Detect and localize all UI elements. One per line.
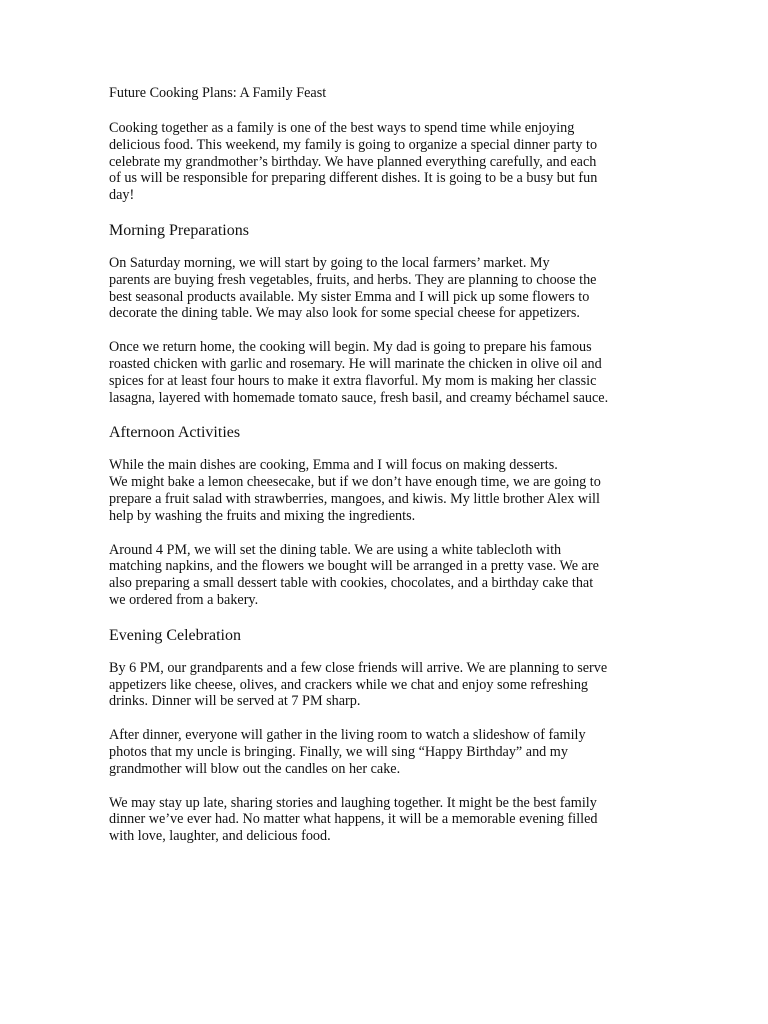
text-line: help by washing the fruits and mixing the ingredients. — [109, 507, 416, 524]
paragraph — [109, 795, 669, 845]
text-line: we ordered from a bakery. — [109, 591, 259, 608]
text-line: parents are buying fresh vegetables, fruits, and herbs. They are planning to choose the — [109, 271, 597, 288]
text-line: dinner we’ve ever had. No matter what happens, it will be a memorable evening filled — [109, 811, 598, 828]
paragraph — [109, 542, 669, 609]
section-heading-morning: Morning Preparations — [109, 221, 249, 239]
text-line: drinks. Dinner will be served at 7 PM sharp. — [109, 693, 361, 710]
text-line: After dinner, everyone will gather in the living room to watch a slideshow of family — [109, 727, 586, 744]
text-line: with love, laughter, and delicious food. — [109, 828, 331, 845]
text-line: Cooking together as a family is one of the best ways to spend time while enjoying — [109, 120, 575, 136]
paragraph — [109, 255, 669, 322]
text-line: Once we return home, the cooking will begin. My dad is going to prepare his famous — [109, 339, 592, 356]
paragraph — [109, 457, 669, 524]
text-line: celebrate my grandmother’s birthday. We have planned everything carefully, and each — [109, 153, 597, 170]
text-line: roasted chicken with garlic and rosemary. He will marinate the chicken in olive oil and — [109, 355, 602, 372]
text-line: We may stay up late, sharing stories and laughing together. It might be the best family — [109, 794, 597, 811]
text-line: appetizers like cheese, olives, and crackers while we chat and enjoy some refreshing — [109, 676, 589, 693]
text-line: Around 4 PM, we will set the dining table. We are using a white tablecloth with — [109, 541, 562, 558]
text-line: also preparing a small dessert table with cookies, chocolates, and a birthday cake that — [109, 575, 594, 592]
text-line: While the main dishes are cooking, Emma and I will focus on making desserts. — [109, 457, 558, 474]
text-line: lasagna, layered with homemade tomato sauce, fresh basil, and creamy béchamel sauce. — [109, 389, 609, 406]
document-page — [109, 85, 669, 862]
text-line: spices for at least four hours to make it extra flavorful. My mom is making her classic — [109, 372, 597, 389]
paragraph — [109, 339, 669, 406]
text-line: grandmother will blow out the candles on her cake. — [109, 760, 401, 777]
paragraph — [109, 727, 669, 777]
section-heading-afternoon: Afternoon Activities — [109, 424, 241, 442]
document-title: Future Cooking Plans: A Family Feast — [109, 85, 327, 101]
text-line: On Saturday morning, we will start by going to the local farmers’ market. My — [109, 254, 550, 271]
intro-paragraph — [109, 120, 669, 204]
section-heading-evening: Evening Celebration — [109, 626, 241, 644]
text-line: photos that my uncle is bringing. Finally, we will sing “Happy Birthday” and my — [109, 743, 568, 760]
text-line: delicious food. This weekend, my family is going to organize a special dinner party to — [109, 136, 598, 153]
text-line: day! — [109, 187, 135, 204]
text-line: of us will be responsible for preparing different dishes. It is going to be a busy but fun — [109, 170, 598, 187]
text-line: We might bake a lemon cheesecake, but if we don’t have enough time, we are going to — [109, 474, 601, 491]
text-line: matching napkins, and the flowers we bought will be arranged in a pretty vase. We are — [109, 558, 599, 575]
paragraph — [109, 660, 669, 710]
text-line: prepare a fruit salad with strawberries, mangoes, and kiwis. My little brother Alex will — [109, 490, 600, 507]
text-line: decorate the dining table. We may also look for some special cheese for appetizers. — [109, 305, 580, 322]
text-line: best seasonal products available. My sister Emma and I will pick up some flowers to — [109, 288, 590, 305]
text-line: By 6 PM, our grandparents and a few close friends will arrive. We are planning to serve — [109, 659, 608, 676]
